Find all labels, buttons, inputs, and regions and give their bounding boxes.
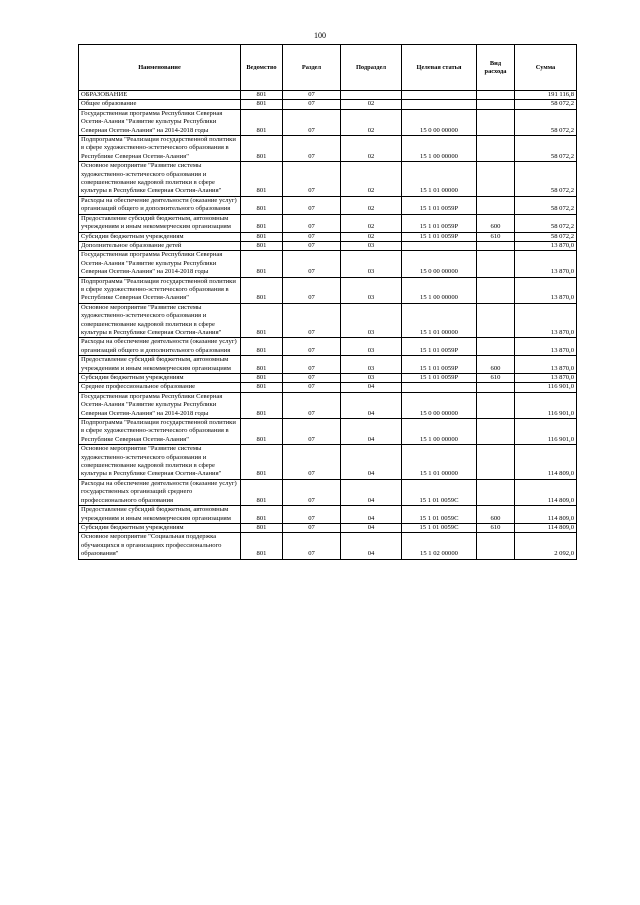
cell-expense-type xyxy=(477,445,515,480)
cell-name: Основное мероприятие "Развитие системы художественно-эстетического образования и совершенствование кадровой политики в сфере культуры в Республике Северная Осетия-Алания" xyxy=(79,445,241,480)
cell-subsection: 02 xyxy=(341,232,402,241)
table-row xyxy=(79,100,577,109)
cell-section: 07 xyxy=(283,136,341,162)
cell-expense-type: 600 xyxy=(477,506,515,524)
cell-expense-type: 600 xyxy=(477,214,515,232)
cell-subsection: 02 xyxy=(341,196,402,214)
cell-section: 07 xyxy=(283,214,341,232)
cell-target: 15 1 01 0059Р xyxy=(402,214,477,232)
cell-amount: 13 870,0 xyxy=(515,303,577,338)
cell-amount: 13 870,0 xyxy=(515,277,577,303)
cell-subsection: 03 xyxy=(341,356,402,374)
table-row xyxy=(79,251,577,277)
cell-section: 07 xyxy=(283,356,341,374)
cell-ministry: 801 xyxy=(241,196,283,214)
cell-subsection: 02 xyxy=(341,109,402,135)
table-row xyxy=(79,383,577,392)
cell-target: 15 1 01 0059С xyxy=(402,479,477,505)
cell-target xyxy=(402,100,477,109)
table-body xyxy=(79,91,577,560)
cell-ministry: 801 xyxy=(241,100,283,109)
cell-ministry: 801 xyxy=(241,479,283,505)
table-row xyxy=(79,523,577,532)
cell-name: Субсидии бюджетным учреждениям xyxy=(79,374,241,383)
table-row xyxy=(79,356,577,374)
cell-section: 07 xyxy=(283,383,341,392)
table-row xyxy=(79,374,577,383)
cell-subsection: 04 xyxy=(341,523,402,532)
cell-section: 07 xyxy=(283,392,341,418)
cell-expense-type: 610 xyxy=(477,374,515,383)
cell-ministry: 801 xyxy=(241,445,283,480)
cell-amount: 116 901,0 xyxy=(515,419,577,445)
cell-name: Субсидии бюджетным учреждениям xyxy=(79,523,241,532)
cell-amount: 58 072,2 xyxy=(515,196,577,214)
cell-name: Расходы на обеспечение деятельности (оказание услуг) организаций общего и дополнительного образования xyxy=(79,196,241,214)
cell-subsection: 03 xyxy=(341,251,402,277)
cell-target: 15 1 02 00000 xyxy=(402,533,477,559)
cell-subsection: 02 xyxy=(341,100,402,109)
cell-ministry: 801 xyxy=(241,374,283,383)
cell-expense-type xyxy=(477,136,515,162)
cell-section: 07 xyxy=(283,338,341,356)
cell-target: 15 1 00 00000 xyxy=(402,419,477,445)
cell-subsection: 04 xyxy=(341,383,402,392)
cell-amount: 114 809,0 xyxy=(515,506,577,524)
cell-section: 07 xyxy=(283,374,341,383)
cell-target: 15 1 01 0059Р xyxy=(402,232,477,241)
cell-section: 07 xyxy=(283,232,341,241)
cell-expense-type xyxy=(477,303,515,338)
header-name: Наименование xyxy=(79,45,241,91)
cell-section: 07 xyxy=(283,277,341,303)
cell-target: 15 1 01 0059С xyxy=(402,523,477,532)
cell-name: Подпрограмма "Реализация государственной политики в сфере художественно-эстетического образования в Республике Северная Осетия-Алания" xyxy=(79,136,241,162)
cell-amount: 58 072,2 xyxy=(515,232,577,241)
cell-target: 15 0 00 00000 xyxy=(402,392,477,418)
cell-expense-type: 610 xyxy=(477,523,515,532)
cell-name: ОБРАЗОВАНИЕ xyxy=(79,91,241,100)
cell-expense-type xyxy=(477,251,515,277)
cell-target: 15 1 01 0059С xyxy=(402,506,477,524)
cell-section: 07 xyxy=(283,241,341,250)
cell-expense-type xyxy=(477,196,515,214)
cell-ministry: 801 xyxy=(241,523,283,532)
cell-expense-type xyxy=(477,383,515,392)
cell-ministry: 801 xyxy=(241,251,283,277)
cell-amount: 58 072,2 xyxy=(515,214,577,232)
table-row xyxy=(79,277,577,303)
table-row xyxy=(79,109,577,135)
cell-expense-type xyxy=(477,392,515,418)
table-row xyxy=(79,241,577,250)
cell-ministry: 801 xyxy=(241,91,283,100)
cell-target xyxy=(402,383,477,392)
cell-section: 07 xyxy=(283,251,341,277)
cell-amount: 114 809,0 xyxy=(515,479,577,505)
cell-amount: 13 870,0 xyxy=(515,251,577,277)
table-row xyxy=(79,479,577,505)
cell-target: 15 1 01 0059Р xyxy=(402,196,477,214)
cell-expense-type xyxy=(477,338,515,356)
cell-amount: 58 072,2 xyxy=(515,136,577,162)
cell-section: 07 xyxy=(283,479,341,505)
cell-name: Дополнительное образование детей xyxy=(79,241,241,250)
cell-target: 15 1 01 00000 xyxy=(402,445,477,480)
page-number: 100 xyxy=(314,31,326,40)
cell-name: Государственная программа Республики Северная Осетия-Алания "Развитие культуры Республики Северная Осетия-Алания" на 2014-2018 годы xyxy=(79,251,241,277)
table-row xyxy=(79,419,577,445)
cell-name: Общее образование xyxy=(79,100,241,109)
cell-name: Подпрограмма "Реализация государственной политики в сфере художественно-эстетического образования в Республике Северная Осетия-Алания" xyxy=(79,419,241,445)
cell-target xyxy=(402,241,477,250)
cell-amount: 114 809,0 xyxy=(515,523,577,532)
table-row xyxy=(79,162,577,197)
table-row xyxy=(79,196,577,214)
cell-subsection: 02 xyxy=(341,136,402,162)
cell-target: 15 1 01 0059Р xyxy=(402,374,477,383)
cell-section: 07 xyxy=(283,523,341,532)
cell-section: 07 xyxy=(283,91,341,100)
cell-name: Подпрограмма "Реализация государственной политики в сфере художественно-эстетического образования в Республике Северная Осетия-Алания" xyxy=(79,277,241,303)
table-row xyxy=(79,91,577,100)
cell-section: 07 xyxy=(283,196,341,214)
cell-subsection: 04 xyxy=(341,392,402,418)
cell-expense-type: 600 xyxy=(477,356,515,374)
cell-ministry: 801 xyxy=(241,232,283,241)
cell-subsection xyxy=(341,91,402,100)
cell-amount: 13 870,0 xyxy=(515,374,577,383)
table-row xyxy=(79,338,577,356)
cell-amount: 58 072,2 xyxy=(515,100,577,109)
cell-expense-type xyxy=(477,91,515,100)
cell-subsection: 04 xyxy=(341,479,402,505)
cell-section: 07 xyxy=(283,162,341,197)
cell-target: 15 1 01 00000 xyxy=(402,162,477,197)
cell-expense-type xyxy=(477,100,515,109)
cell-name: Субсидии бюджетным учреждениям xyxy=(79,232,241,241)
table-row xyxy=(79,445,577,480)
cell-target: 15 1 01 0059Р xyxy=(402,338,477,356)
cell-ministry: 801 xyxy=(241,338,283,356)
cell-subsection: 02 xyxy=(341,162,402,197)
cell-ministry: 801 xyxy=(241,383,283,392)
cell-amount: 116 901,0 xyxy=(515,392,577,418)
table-row xyxy=(79,232,577,241)
cell-subsection: 03 xyxy=(341,338,402,356)
table-row xyxy=(79,392,577,418)
cell-amount: 58 072,2 xyxy=(515,162,577,197)
cell-section: 07 xyxy=(283,109,341,135)
cell-ministry: 801 xyxy=(241,533,283,559)
cell-target: 15 1 00 00000 xyxy=(402,136,477,162)
budget-table xyxy=(78,44,577,560)
cell-expense-type xyxy=(477,109,515,135)
cell-target xyxy=(402,91,477,100)
cell-ministry: 801 xyxy=(241,162,283,197)
cell-amount: 116 901,0 xyxy=(515,383,577,392)
cell-name: Предоставление субсидий бюджетным, автономным учреждениям и иным некоммерческим организациям xyxy=(79,214,241,232)
cell-subsection: 03 xyxy=(341,374,402,383)
cell-ministry: 801 xyxy=(241,241,283,250)
table-row xyxy=(79,303,577,338)
cell-subsection: 04 xyxy=(341,533,402,559)
cell-ministry: 801 xyxy=(241,214,283,232)
cell-amount: 191 116,8 xyxy=(515,91,577,100)
cell-subsection: 03 xyxy=(341,303,402,338)
cell-subsection: 03 xyxy=(341,241,402,250)
table-row xyxy=(79,214,577,232)
cell-amount: 13 870,0 xyxy=(515,338,577,356)
cell-target: 15 0 00 00000 xyxy=(402,251,477,277)
cell-amount: 13 870,0 xyxy=(515,356,577,374)
cell-section: 07 xyxy=(283,100,341,109)
cell-amount: 13 870,0 xyxy=(515,241,577,250)
cell-amount: 58 072,2 xyxy=(515,109,577,135)
table-row xyxy=(79,506,577,524)
cell-name: Предоставление субсидий бюджетным, автономным учреждениям и иным некоммерческим организациям xyxy=(79,356,241,374)
cell-ministry: 801 xyxy=(241,356,283,374)
cell-ministry: 801 xyxy=(241,506,283,524)
cell-expense-type xyxy=(477,479,515,505)
cell-target: 15 1 00 00000 xyxy=(402,277,477,303)
cell-ministry: 801 xyxy=(241,109,283,135)
cell-ministry: 801 xyxy=(241,277,283,303)
cell-name: Расходы на обеспечение деятельности (оказание услуг) государственных организаций среднего профессионального образования xyxy=(79,479,241,505)
header-subsection: Подраздел xyxy=(341,45,402,91)
cell-section: 07 xyxy=(283,419,341,445)
cell-subsection: 04 xyxy=(341,445,402,480)
header-ministry: Ведомство xyxy=(241,45,283,91)
cell-expense-type xyxy=(477,162,515,197)
table-row xyxy=(79,136,577,162)
header-amount: Сумма xyxy=(515,45,577,91)
cell-target: 15 1 01 00000 xyxy=(402,303,477,338)
cell-section: 07 xyxy=(283,303,341,338)
cell-subsection: 04 xyxy=(341,419,402,445)
cell-subsection: 03 xyxy=(341,277,402,303)
cell-ministry: 801 xyxy=(241,392,283,418)
cell-section: 07 xyxy=(283,533,341,559)
cell-target: 15 1 01 0059Р xyxy=(402,356,477,374)
header-expense-type: Вид расхода xyxy=(477,45,515,91)
cell-name: Основное мероприятие "Социальная поддержка обучающихся в организациях профессионального образования" xyxy=(79,533,241,559)
cell-subsection: 04 xyxy=(341,506,402,524)
table-row xyxy=(79,533,577,559)
cell-name: Предоставление субсидий бюджетным, автономным учреждениям и иным некоммерческим организациям xyxy=(79,506,241,524)
cell-expense-type: 610 xyxy=(477,232,515,241)
cell-expense-type xyxy=(477,533,515,559)
cell-expense-type xyxy=(477,419,515,445)
cell-subsection: 02 xyxy=(341,214,402,232)
header-section: Раздел xyxy=(283,45,341,91)
cell-expense-type xyxy=(477,241,515,250)
table-header-row xyxy=(79,45,577,91)
cell-ministry: 801 xyxy=(241,136,283,162)
cell-name: Основное мероприятие "Развитие системы художественно-эстетического образования и совершенствование кадровой политики в сфере культуры в Республике Северная Осетия-Алания" xyxy=(79,162,241,197)
header-target: Целевая статья xyxy=(402,45,477,91)
cell-ministry: 801 xyxy=(241,303,283,338)
cell-target: 15 0 00 00000 xyxy=(402,109,477,135)
cell-name: Расходы на обеспечение деятельности (оказание услуг) организаций общего и дополнительного образования xyxy=(79,338,241,356)
cell-name: Основное мероприятие "Развитие системы художественно-эстетического образования и совершенствование кадровой политики в сфере культуры в Республике Северная Осетия-Алания" xyxy=(79,303,241,338)
cell-ministry: 801 xyxy=(241,419,283,445)
cell-section: 07 xyxy=(283,506,341,524)
cell-expense-type xyxy=(477,277,515,303)
cell-name: Государственная программа Республики Северная Осетия-Алания "Развитие культуры Республики Северная Осетия-Алания" на 2014-2018 годы xyxy=(79,109,241,135)
cell-name: Среднее профессиональное образование xyxy=(79,383,241,392)
cell-amount: 2 092,0 xyxy=(515,533,577,559)
cell-name: Государственная программа Республики Северная Осетия-Алания "Развитие культуры Республики Северная Осетия-Алания" на 2014-2018 годы xyxy=(79,392,241,418)
cell-section: 07 xyxy=(283,445,341,480)
cell-amount: 114 809,0 xyxy=(515,445,577,480)
